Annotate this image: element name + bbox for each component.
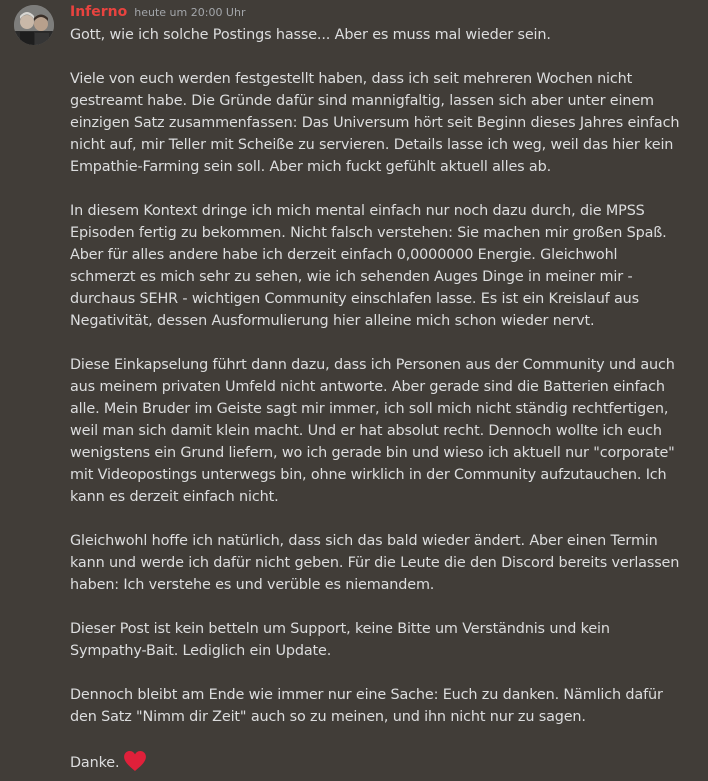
avatar-photo: [14, 5, 54, 45]
text-line: Sympathy-Bait. Lediglich ein Update.: [70, 643, 332, 659]
text-line: Diese Einkapselung führt dann dazu, dass ich Personen aus der Community und auch: [70, 357, 675, 373]
text-line: haben: Ich verstehe es und verüble es niemandem.: [70, 577, 435, 593]
message-paragraph: [70, 530, 702, 596]
message-paragraph: [70, 68, 702, 178]
text-line: kann es derzeit einfach nicht.: [70, 489, 279, 505]
thanks-text: Danke.: [70, 755, 120, 771]
heart-icon[interactable]: [123, 750, 147, 779]
text-line: schmerzt es mich sehr zu sehen, wie ich sehenden Auges Dinge in meiner mir -: [70, 269, 633, 285]
text-line: Dieser Post ist kein betteln um Support, keine Bitte um Verständnis und kein: [70, 621, 610, 637]
message-content: [70, 24, 702, 779]
text-line: Empathie-Farming sein soll. Aber mich fuckt gefühlt aktuell alles ab.: [70, 159, 552, 175]
text-line: kann und werde ich dafür nicht geben. Für die Leute die den Discord bereits verlassen: [70, 555, 680, 571]
message-paragraph: [70, 684, 702, 728]
message-paragraph: [70, 200, 702, 332]
username[interactable]: Inferno: [70, 4, 128, 20]
message-header: [70, 4, 245, 24]
message-paragraph: [70, 354, 702, 508]
text-line: Gott, wie ich solche Postings hasse... Aber es muss mal wieder sein.: [70, 27, 551, 43]
message-paragraph: [70, 24, 702, 46]
text-line: nicht auf, mir Teller mit Scheiße zu servieren. Details lasse ich weg, weil das hier kein: [70, 137, 674, 153]
text-line: aus meinem privaten Umfeld nicht antworte. Aber gerade sind die Batterien einfach: [70, 379, 665, 395]
text-line: Dennoch bleibt am Ende wie immer nur eine Sache: Euch zu danken. Nämlich dafür: [70, 687, 663, 703]
text-line: In diesem Kontext dringe ich mich mental einfach nur noch dazu durch, die MPSS: [70, 203, 645, 219]
text-line: Negativität, dessen Ausformulierung hier alleine mich schon wieder nervt.: [70, 313, 595, 329]
text-line: alle. Mein Bruder im Geiste sagt mir immer, ich soll mich nicht ständig rechtfertigen,: [70, 401, 669, 417]
text-line: durchaus SEHR - wichtigen Community einschlafen lasse. Es ist ein Kreislauf aus: [70, 291, 639, 307]
text-line: mit Videopostings unterwegs bin, ohne wirklich in der Community aufzutauchen. Ich: [70, 467, 667, 483]
text-line: [70, 750, 702, 779]
text-line: Gleichwohl hoffe ich natürlich, dass sich das bald wieder ändert. Aber einen Termin: [70, 533, 658, 549]
text-line: einzigen Satz zusammenfassen: Das Universum hört seit Beginn dieses Jahres einfach: [70, 115, 680, 131]
timestamp[interactable]: heute um 20:00 Uhr: [134, 6, 246, 19]
text-line: Viele von euch werden festgestellt haben, dass ich seit mehreren Wochen nicht: [70, 71, 633, 87]
text-line: Episoden fertig zu bekommen. Nicht falsch verstehen: Sie machen mir großen Spaß.: [70, 225, 667, 241]
text-line: wenigstens ein Grund liefern, wo ich gerade bin und wieso ich aktuell nur "corporate": [70, 445, 675, 461]
text-line: weil man sich damit klein macht. Und er hat absolut recht. Dennoch wollte ich euch: [70, 423, 662, 439]
text-line: den Satz "Nimm dir Zeit" auch so zu meinen, und ihn nicht nur zu sagen.: [70, 709, 586, 725]
text-line: Aber für alles andere habe ich derzeit einfach 0,0000000 Energie. Gleichwohl: [70, 247, 618, 263]
message-paragraph: [70, 750, 702, 779]
message-paragraph: [70, 618, 702, 662]
text-line: gestreamt habe. Die Gründe dafür sind mannigfaltig, lassen sich aber unter einem: [70, 93, 654, 109]
user-avatar[interactable]: [14, 5, 54, 45]
